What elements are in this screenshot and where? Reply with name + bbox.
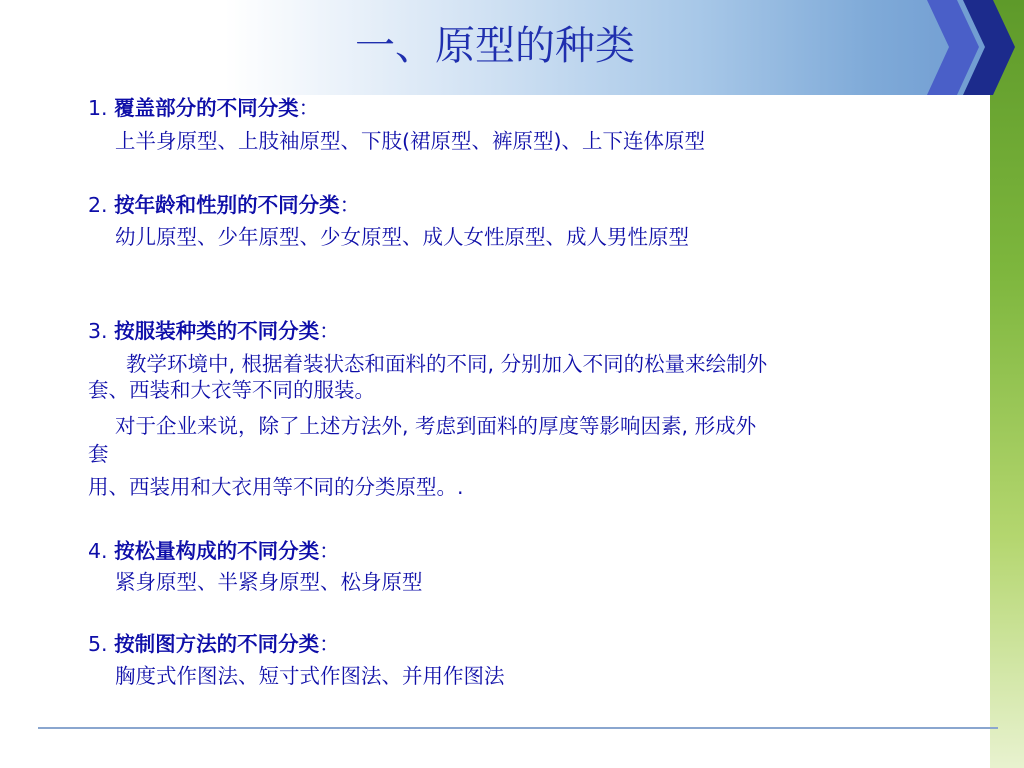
section-number: 2. xyxy=(88,193,108,217)
section-3-line: 用、西装用和大衣用等不同的分类原型。. xyxy=(88,475,464,499)
section-number: 4. xyxy=(88,539,108,563)
section-title: 按年龄和性别的不同分类 xyxy=(114,193,340,217)
section-2-heading xyxy=(88,191,360,219)
section-number: 3. xyxy=(88,319,108,343)
green-side-bar xyxy=(990,0,1024,768)
section-title: 按松量构成的不同分类 xyxy=(114,539,320,563)
section-title: 覆盖部分的不同分类 xyxy=(114,96,299,120)
section-colon: ： xyxy=(339,193,361,217)
section-1-line: 上半身原型、上肢袖原型、下肢(裙原型、裤原型)、上下连体原型 xyxy=(115,129,705,153)
section-2-line: 幼儿原型、少年原型、少女原型、成人女性原型、成人男性原型 xyxy=(115,225,689,249)
section-number: 5. xyxy=(88,632,108,656)
section-number: 1. xyxy=(88,96,108,120)
section-colon: ： xyxy=(319,319,340,343)
section-3-heading xyxy=(88,317,340,345)
section-4-line: 紧身原型、半紧身原型、松身原型 xyxy=(115,570,423,594)
section-4-heading xyxy=(88,537,340,565)
section-colon: ： xyxy=(319,632,340,656)
section-colon: ： xyxy=(319,539,340,563)
section-5-line: 胸度式作图法、短寸式作图法、并用作图法 xyxy=(115,664,505,688)
section-3-line: 套、西装和大衣等不同的服装。 xyxy=(88,378,375,402)
footer-divider xyxy=(38,727,998,729)
section-title: 按服装种类的不同分类 xyxy=(114,319,320,343)
section-colon: ： xyxy=(298,96,320,120)
section-5-heading xyxy=(88,630,340,658)
slide-title: 一、原型的种类 xyxy=(355,23,635,69)
section-3-line: 对于企业来说，除了上述方法外, 考虑到面料的厚度等影响因素, 形成外 xyxy=(115,414,757,438)
section-1-heading xyxy=(88,94,319,122)
section-3-line: 教学环境中, 根据着装状态和面料的不同, 分别加入不同的松量来绘制外 xyxy=(126,352,768,376)
section-title: 按制图方法的不同分类 xyxy=(114,632,320,656)
section-3-line: 套 xyxy=(88,442,109,466)
